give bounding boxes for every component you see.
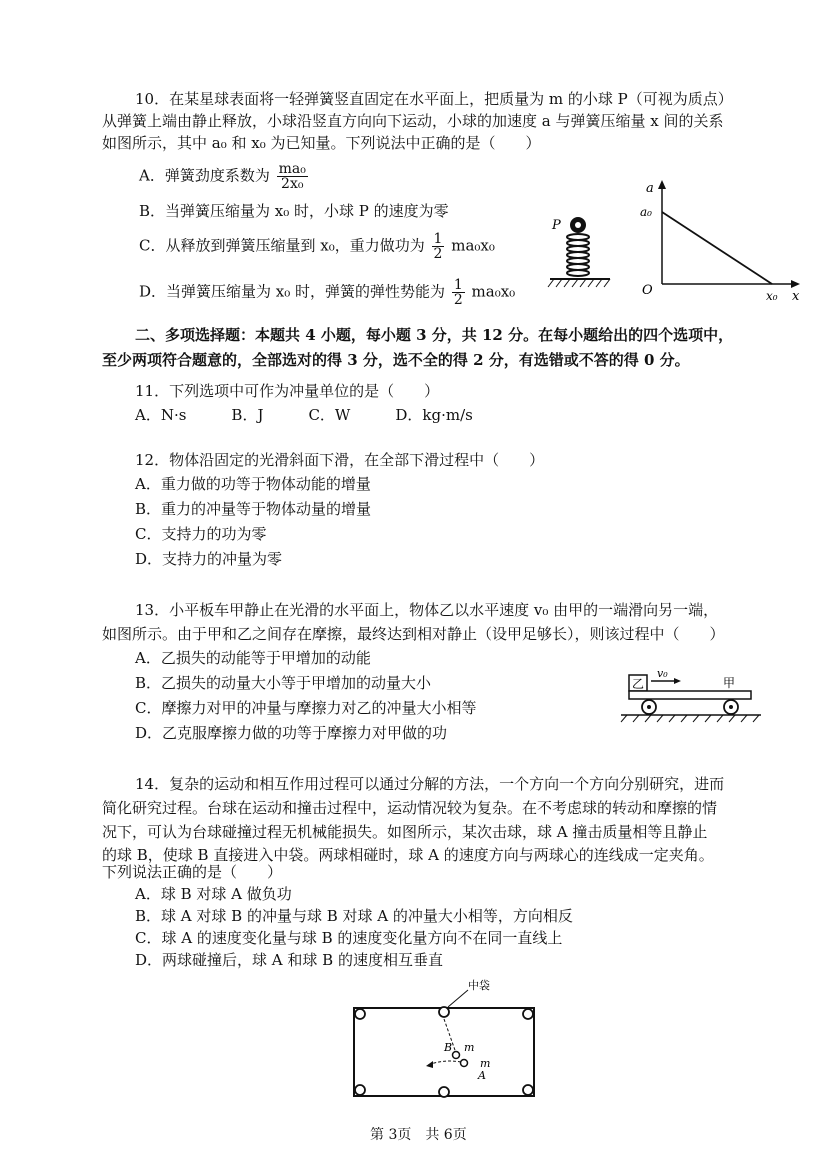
pocket-top-right xyxy=(523,1009,533,1019)
ball-b xyxy=(453,1052,460,1059)
q12-stem: 12．物体沿固定的光滑斜面下滑，在全部下滑过程中（ ） xyxy=(135,451,545,469)
q14-option-a: A．球 B 对球 A 做负功 xyxy=(135,885,292,903)
pocket-top-left xyxy=(355,1009,365,1019)
section2-line1: 二、多项选择题：本题共 4 小题，每小题 3 分，共 12 分。在每小题给出的四个选项中， xyxy=(135,326,734,344)
ball-a-arrow xyxy=(426,1061,433,1068)
y-axis-arrow xyxy=(658,180,666,189)
pocket-bottom-middle xyxy=(439,1087,449,1097)
pocket-label-leader xyxy=(448,990,468,1007)
q10-option-c xyxy=(139,232,495,261)
q10-option-d-numerator: 1 xyxy=(453,277,463,293)
q10-option-c-denominator: 2 xyxy=(433,246,443,262)
y-axis-label: a xyxy=(646,181,654,196)
q10-option-d xyxy=(139,278,515,307)
y-mark-a0: a₀ xyxy=(640,205,652,219)
q14-line5: 下列说法正确的是（ ） xyxy=(102,863,283,881)
x-axis-arrow xyxy=(791,280,800,288)
pocket-bottom-right xyxy=(523,1085,533,1095)
acceleration-graph xyxy=(636,176,806,306)
q14-option-d: D．两球碰撞后，球 A 和球 B 的速度相互垂直 xyxy=(135,951,443,969)
q14-line4: 的球 B，使球 B 直接进入中袋。两球相碰时，球 A 的速度方向与两球心的连线成一定夹角。 xyxy=(102,846,714,864)
spring-figure xyxy=(540,205,620,295)
q13-option-c: C．摩擦力对甲的冲量与摩擦力对乙的冲量大小相等 xyxy=(135,699,477,717)
q12-option-c: C．支持力的功为零 xyxy=(135,525,267,543)
q11-stem: 11．下列选项中可作为冲量单位的是（ ） xyxy=(135,382,440,400)
q10-option-a-text: A．弹簧劲度系数为 xyxy=(139,166,270,185)
section2-line2: 至少两项符合题意的，全部选对的得 3 分，选不全的得 2 分，有选错或不答的得 0 分。 xyxy=(102,351,690,369)
q10-option-c-text: C．从释放到弹簧压缩量到 x₀，重力做功为 xyxy=(139,236,425,255)
q10-option-a xyxy=(139,162,310,191)
q13-option-a: A．乙损失的动能等于甲增加的动能 xyxy=(135,649,371,667)
billiard-table-figure xyxy=(340,975,550,1105)
q10-line2: 从弹簧上端由静止释放，小球沿竖直方向向下运动，小球的加速度 a 与弹簧压缩量 x 间的关系 xyxy=(102,112,724,130)
q10-option-c-fraction xyxy=(432,232,445,261)
ball-a-label: A xyxy=(478,1069,486,1082)
q10-line1: 10．在某星球表面将一轻弹簧竖直固定在水平面上，把质量为 m 的小球 P（可视为质点） xyxy=(135,90,733,108)
floor-hatch xyxy=(621,715,759,722)
ball-a xyxy=(461,1060,468,1067)
spring-coil xyxy=(567,234,589,276)
block-yi-label: 乙 xyxy=(632,677,645,691)
q10-option-a-fraction xyxy=(277,162,308,191)
pocket-bottom-left xyxy=(355,1085,365,1095)
q12-option-a: A．重力做的功等于物体动能的增量 xyxy=(135,475,371,493)
q10-option-c-numerator: 1 xyxy=(433,231,443,247)
q10-line3: 如图所示，其中 a₀ 和 x₀ 为已知量。下列说法中正确的是（ ） xyxy=(102,134,541,152)
q12-option-b: B．重力的冲量等于物体动量的增量 xyxy=(135,500,372,518)
q14-line1: 14．复杂的运动和相互作用过程可以通过分解的方法，一个方向一个方向分别研究，进而 xyxy=(135,775,725,793)
cart-figure xyxy=(615,665,765,725)
ball-a-mass: m xyxy=(480,1057,491,1070)
q10-option-d-text: D．当弹簧压缩量为 x₀ 时，弹簧的弹性势能为 xyxy=(139,282,446,301)
cart-jia-label: 甲 xyxy=(723,676,736,690)
ball-p-label: P xyxy=(552,218,561,233)
q10-option-a-numerator: ma₀ xyxy=(278,161,306,177)
q10-option-d-suffix: ma₀x₀ xyxy=(471,282,516,301)
q10-option-b: B．当弹簧压缩量为 x₀ 时，小球 P 的速度为零 xyxy=(139,202,449,220)
q13-option-d: D．乙克服摩擦力做的功等于摩擦力对甲做的功 xyxy=(135,724,448,742)
page-footer: 第 3页 共 6页 xyxy=(370,1127,467,1143)
x-mark-x0: x₀ xyxy=(766,289,778,303)
q14-line2: 简化研究过程。台球在运动和撞击过程中，运动情况较为复杂。在不考虑球的转动和摩擦的情 xyxy=(102,799,718,817)
cart-jia xyxy=(629,691,751,699)
pocket-top-middle xyxy=(439,1007,449,1017)
graph-line xyxy=(662,212,772,284)
ground-hatch xyxy=(548,279,610,287)
q10-option-d-denominator: 2 xyxy=(453,292,463,308)
q13-option-b: B．乙损失的动量大小等于甲增加的动量大小 xyxy=(135,674,432,692)
q10-option-d-fraction xyxy=(452,278,465,307)
q10-option-a-denominator: 2x₀ xyxy=(281,176,304,192)
q14-option-c: C．球 A 的速度变化量与球 B 的速度变化量方向不在同一直线上 xyxy=(135,929,563,947)
x-axis-label: x xyxy=(792,289,800,304)
q12-option-d: D．支持力的冲量为零 xyxy=(135,550,283,568)
origin-label: O xyxy=(642,283,653,298)
q11-options: A．N·s B．J C．W D．kg·m/s xyxy=(135,406,473,424)
velocity-label: v₀ xyxy=(657,667,668,680)
q14-line3: 况下，可认为台球碰撞过程无机械能损失。如图所示，某次击球，球 A 撞击质量相等且静止 xyxy=(102,823,708,841)
ball-b-label: B xyxy=(444,1041,453,1054)
ball-b-mass: m xyxy=(464,1041,475,1054)
q13-line1: 13．小平板车甲静止在光滑的水平面上，物体乙以水平速度 v₀ 由甲的一端滑向另一端， xyxy=(135,601,719,619)
q14-option-b: B．球 A 对球 B 的冲量与球 B 对球 A 的冲量大小相等，方向相反 xyxy=(135,907,573,925)
middle-pocket-label: 中袋 xyxy=(468,979,490,992)
q10-option-c-suffix: ma₀x₀ xyxy=(451,236,495,255)
q13-line2: 如图所示。由于甲和乙之间存在摩擦，最终达到相对静止（设甲足够长），则该过程中（ ） xyxy=(102,625,725,643)
